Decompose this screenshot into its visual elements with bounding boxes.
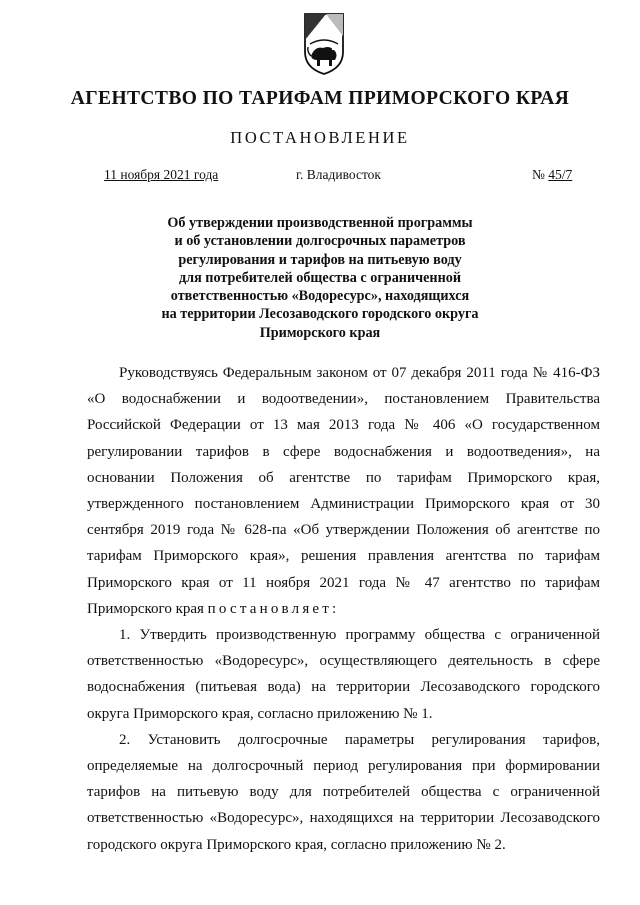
document-body	[87, 360, 600, 858]
title-line: Об утверждении производственной программы	[167, 215, 473, 231]
document-city: г. Владивосток	[296, 167, 381, 182]
title-line: и об установлении долгосрочных параметров	[174, 233, 466, 250]
agency-name: АГЕНТСТВО ПО ТАРИФАМ ПРИМОРСКОГО КРАЯ	[70, 88, 570, 109]
title-line: регулирования и тарифов на питьевую воду	[178, 251, 462, 268]
preamble-paragraph	[87, 360, 600, 622]
title-line: для потребителей общества с ограниченной	[178, 269, 462, 286]
title-line: Приморского края	[259, 324, 381, 341]
document-type: ПОСТАНОВЛЕНИЕ	[230, 128, 410, 147]
title-line: на территории Лесозаводского городского округа	[161, 306, 479, 323]
number-prefix: №	[532, 167, 549, 182]
coat-of-arms-icon	[302, 10, 346, 76]
item-1-paragraph: 1. Утвердить производственную программу общества с ограниченной ответственностью «Водоресурс», осуществляющего деятельность в сфере водоснабжения (питьевая вода) на территории Лесозаводского городского округа Приморского края, согласно приложению № 1.	[87, 627, 600, 722]
document-number	[532, 167, 572, 183]
item-2-paragraph: 2. Установить долгосрочные параметры регулирования тарифов, определяемые на долгосрочный период регулирования при формировании тарифов на питьевую воду для потребителей общества с ограниченной ответственностью «Водоресурс», находящихся на территории Лесозаводского городского округа Приморского края, согласно приложению № 2.	[87, 731, 600, 853]
document-date: 11 ноября 2021 года	[104, 167, 219, 182]
decree-word: постановляет:	[207, 600, 340, 617]
preamble-text: Руководствуясь Федеральным законом от 07 декабря 2011 года № 416-ФЗ «О водоснабжении и водоотведении», постановлением Правительства Российской Федерации от 13 мая 2013 года № 406 «О государственном регулировании тарифов в сфере водоснабжения и водоотведения», на основании Положения об агентстве по тарифам Приморского края, утвержденного постановлением Администрации Приморского края от 30 сентября 2019 года № 628-па «Об утверждении Положения об агентстве по тарифам Приморского края», решения правления агентства по тарифам Приморского края от 11 ноября 2021 года № 47 агентство по тарифам Приморского края	[87, 365, 600, 617]
document-title	[140, 214, 500, 342]
title-line: ответственностью «Водоресурс», находящихся	[170, 288, 470, 305]
number-value: 45/7	[548, 167, 573, 182]
